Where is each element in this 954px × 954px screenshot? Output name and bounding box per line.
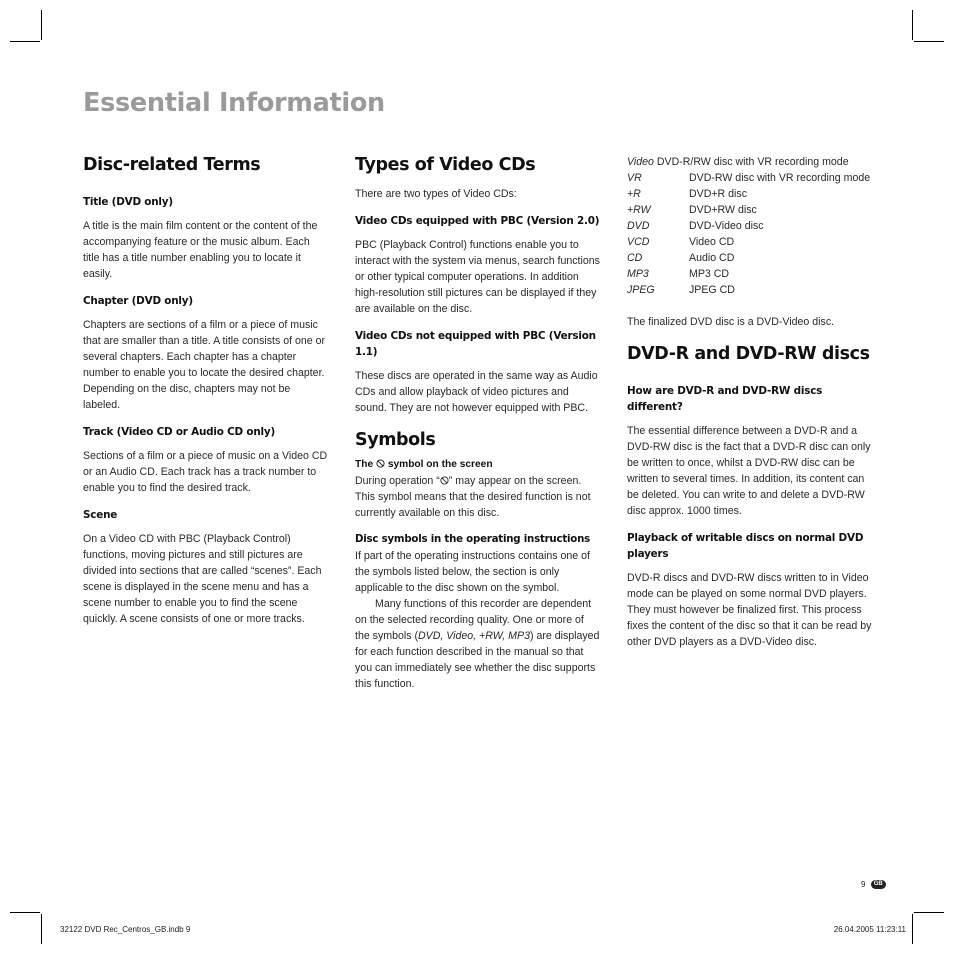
crop-mark xyxy=(914,41,944,42)
gb-badge: GB xyxy=(871,880,886,889)
crop-mark xyxy=(41,914,42,944)
column-dvd-discs xyxy=(627,154,872,650)
paragraph-no-pbc: These discs are operated in the same way as Audio CDs and allow playback of video pictures and sound. They are not however equipped with PBC. xyxy=(355,370,598,414)
prohibited-icon xyxy=(440,476,449,485)
section-heading-disc-terms: Disc-related Terms xyxy=(83,155,261,175)
disc-symbol-row xyxy=(627,170,870,186)
page-title: Essential Information xyxy=(83,88,385,118)
symbol-sub-b: symbol on the screen xyxy=(387,459,493,470)
disc-symbol-row xyxy=(627,266,870,282)
subheading-chapter: Chapter (DVD only) xyxy=(83,295,193,307)
disc-symbol-key: +RW xyxy=(627,204,651,216)
disc-symbols-2b: ) are displayed for each function described in the manual so that you can immediately see whether the disc supports this function. xyxy=(355,630,600,690)
disc-symbol-desc: DVD-RW disc with VR recording mode xyxy=(689,172,871,184)
paragraph-difference: The essential difference between a DVD-R and a DVD-RW disc is the fact that a DVD-R disc can only be written to once, whilst a DVD-RW disc can be written to several times. In addition, its content can be deleted. You can write to and delete a DVD-RW disc approx. 1000 times. xyxy=(627,425,871,517)
paragraph-scene: On a Video CD with PBC (Playback Control) functions, moving pictures and still pictures are divided into sections that are called “scenes”. Each scene is displayed in the scene menu and has a scene number to enable you to find the scene quickly. A scene consists of one or more tracks. xyxy=(83,533,322,625)
disc-symbol-key: MP3 xyxy=(627,268,649,280)
paragraph-title: A title is the main film content or the content of the accompanying feature or the music album. Each title has a title number enabling you to locate it easily. xyxy=(83,220,318,280)
disc-symbol-row xyxy=(627,202,870,218)
prohibited-icon xyxy=(376,459,385,468)
symbol-text-b: ” may appear on the screen. This symbol means that the desired function is not currently available on this disc. xyxy=(355,475,591,519)
disc-symbol-key: JPEG xyxy=(627,284,655,296)
disc-symbol-row xyxy=(627,186,870,202)
crop-mark xyxy=(10,41,40,42)
subheading-title: Title (DVD only) xyxy=(83,196,173,208)
paragraph-disc-symbols-1: If part of the operating instructions contains one of the symbols listed below, the section is only applicable to the disc shown on the symbol. xyxy=(355,550,590,594)
disc-symbol-key: VR xyxy=(627,172,642,184)
paragraph-finalized: The finalized DVD disc is a DVD-Video disc. xyxy=(627,316,835,328)
crop-mark xyxy=(10,912,40,913)
subheading-scene: Scene xyxy=(83,509,118,521)
disc-symbol-key: VCD xyxy=(627,236,650,248)
paragraph-track: Sections of a film or a piece of music on a Video CD or an Audio CD. Each track has a track number to enable you to find the desired track. xyxy=(83,450,328,494)
column-disc-terms xyxy=(83,152,328,627)
crop-mark xyxy=(912,10,913,40)
crop-mark xyxy=(914,912,944,913)
page-number xyxy=(861,880,886,889)
paragraph-chapter: Chapters are sections of a film or a piece of music that are smaller than a title. A title consists of one or several chapters. Each chapter has a chapter number to enable you to locate the desired chapter. Depending on the disc, chapters may not be labeled. xyxy=(83,319,326,411)
footer-right: 26.04.2005 11:23:11 xyxy=(833,925,906,934)
section-heading-video-cds: Types of Video CDs xyxy=(355,155,536,175)
paragraph-pbc: PBC (Playback Control) functions enable you to interact with the system via menus, search functions or other typical computer operations. In addition high-resolution still pictures can be displayed if they are available on the disc. xyxy=(355,239,600,315)
disc-symbol-desc: Audio CD xyxy=(689,252,735,264)
subheading-difference: How are DVD-R and DVD-RW discs different? xyxy=(627,385,823,413)
subheading-no-pbc: Video CDs not equipped with PBC (Version 1.1) xyxy=(355,330,596,358)
column-video-cds xyxy=(355,152,600,692)
disc-symbol-key: +R xyxy=(627,188,641,200)
disc-symbol-row xyxy=(627,250,870,266)
disc-symbol-desc: Video CD xyxy=(689,236,735,248)
disc-symbol-desc: DVD+R disc xyxy=(689,188,747,200)
crop-mark xyxy=(912,914,913,944)
table-first-row xyxy=(627,154,872,170)
disc-symbol-row xyxy=(627,234,870,250)
disc-symbol-table xyxy=(627,170,870,298)
disc-symbol-desc: JPEG CD xyxy=(689,284,735,296)
symbol-sub-a: The xyxy=(355,459,374,470)
disc-symbol-key: CD xyxy=(627,252,643,264)
paragraph-intro: There are two types of Video CDs: xyxy=(355,188,517,200)
disc-symbol-desc: MP3 CD xyxy=(689,268,730,280)
disc-symbol-key: DVD xyxy=(627,220,650,232)
table-first-val: DVD-R/RW disc with VR recording mode xyxy=(656,156,849,168)
footer-left: 32122 DVD Rec_Centros_GB.indb 9 xyxy=(60,925,191,934)
subheading-track: Track (Video CD or Audio CD only) xyxy=(83,426,276,438)
subheading-pbc: Video CDs equipped with PBC (Version 2.0) xyxy=(355,215,600,227)
crop-mark xyxy=(41,10,42,40)
disc-symbol-desc: DVD-Video disc xyxy=(689,220,764,232)
disc-symbols-2i: DVD, Video, +RW, MP3 xyxy=(418,630,530,642)
paragraph-symbol-screen xyxy=(355,473,600,521)
paragraph-disc-symbols-2 xyxy=(355,596,600,692)
disc-symbol-row xyxy=(627,282,870,298)
subheading-symbol-screen xyxy=(355,457,600,473)
disc-symbols-2a: Many functions of this recorder are dependent on the selected recording quality. One or more of the symbols ( xyxy=(355,598,592,642)
symbol-text-a: During operation “ xyxy=(355,475,440,487)
subheading-disc-symbols: Disc symbols in the operating instructions xyxy=(355,534,591,545)
disc-symbol-row xyxy=(627,218,870,234)
section-heading-dvd-r: DVD-R and DVD-RW discs xyxy=(627,344,870,364)
paragraph-playback: DVD-R discs and DVD-RW discs written to in Video mode can be played on some normal DVD players. They must however be finalized first. This process fixes the content of the disc so that it can be read by other DVD players as a DVD-Video disc. xyxy=(627,572,872,648)
table-first-key: Video xyxy=(627,156,654,168)
section-heading-symbols: Symbols xyxy=(355,430,436,450)
disc-symbol-desc: DVD+RW disc xyxy=(689,204,757,216)
page-number-value: 9 xyxy=(861,880,866,889)
subheading-playback: Playback of writable discs on normal DVD players xyxy=(627,532,864,560)
